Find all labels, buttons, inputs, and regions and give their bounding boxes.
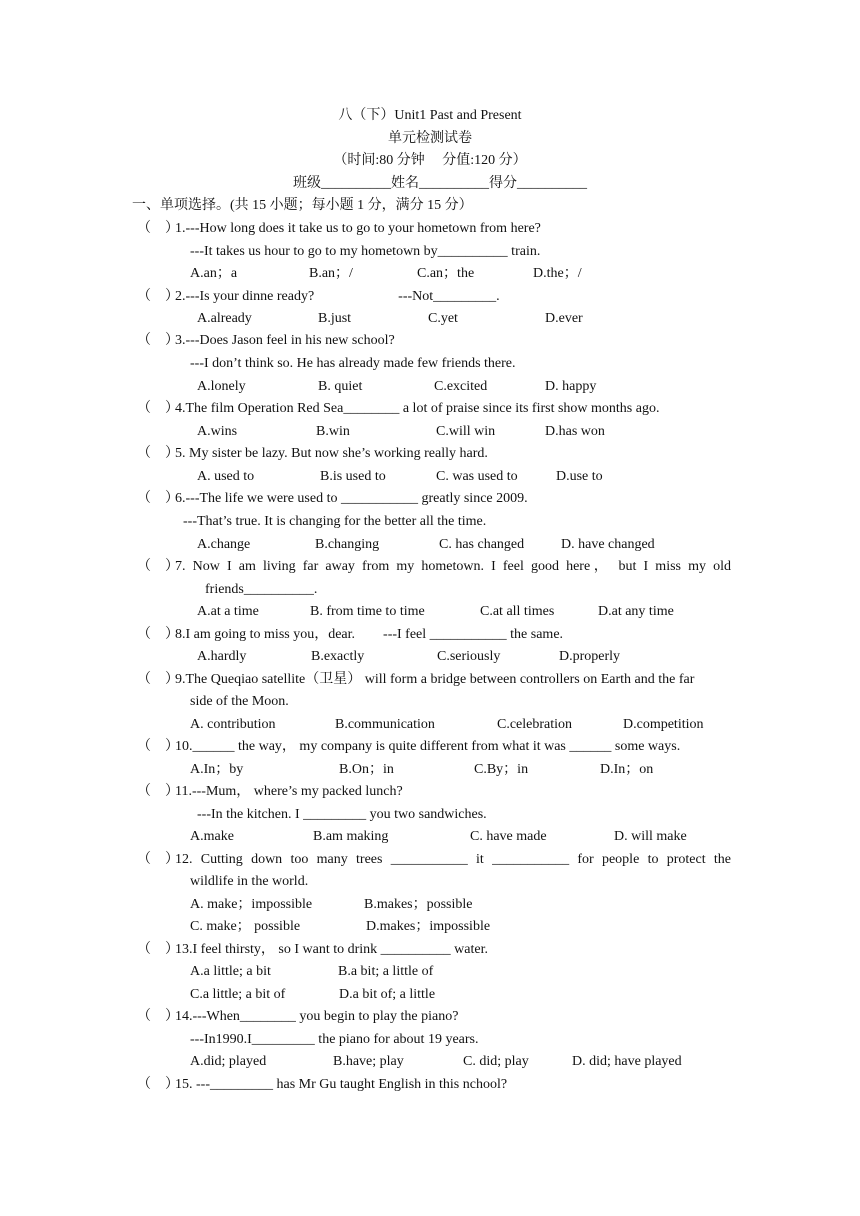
question-12 <box>137 850 731 870</box>
question-1 <box>137 219 541 239</box>
question-stem: 11.---Mum， where’s my packed lunch? <box>175 784 403 799</box>
question-stem: 13.I feel thirsty， so I want to drink __________ water. <box>175 942 489 957</box>
question-line2: ---It takes us hour to go to my hometown by__________ train. <box>190 244 541 259</box>
option-c[interactable]: C.yet <box>428 311 458 326</box>
option-a[interactable]: A. used to <box>197 469 255 484</box>
option-d[interactable]: D.In；on <box>600 762 654 777</box>
option-d[interactable]: D.ever <box>545 311 583 326</box>
option-b[interactable]: B.exactly <box>311 649 365 664</box>
option-c[interactable]: C. was used to <box>436 469 518 484</box>
option-b[interactable]: B.an；/ <box>309 266 353 281</box>
option-d[interactable]: D. will make <box>614 829 687 844</box>
option-b[interactable]: B. quiet <box>318 379 363 394</box>
answer-bracket[interactable]: （ ） <box>137 852 179 867</box>
question-line2: side of the Moon. <box>190 694 289 709</box>
section-heading: 一、单项选择。(共 15 小题；每小题 1 分，满分 15 分） <box>132 198 473 213</box>
student-info-line: 班级__________姓名__________得分__________ <box>293 176 587 191</box>
option-a[interactable]: A. contribution <box>190 717 276 732</box>
question-stem: 8.I am going to miss you，dear. ---I feel ___________ the same. <box>175 627 564 642</box>
option-d[interactable]: D.a bit of; a little <box>339 987 436 1002</box>
option-d[interactable]: D. have changed <box>561 537 655 552</box>
question-line2: ---That’s true. It is changing for the better all the time. <box>183 514 487 529</box>
option-c[interactable]: C.will win <box>436 424 496 439</box>
option-a[interactable]: A.wins <box>197 424 238 439</box>
question-line2: ---In the kitchen. I _________ you two sandwiches. <box>197 807 487 822</box>
option-b[interactable]: B.have; play <box>333 1054 404 1069</box>
option-a[interactable]: A.In；by <box>190 762 244 777</box>
option-b[interactable]: B. from time to time <box>310 604 425 619</box>
answer-bracket[interactable]: （ ） <box>137 491 179 506</box>
answer-bracket[interactable]: （ ） <box>137 1077 179 1092</box>
answer-bracket[interactable]: （ ） <box>137 401 179 416</box>
option-b[interactable]: B.win <box>316 424 350 439</box>
option-b[interactable]: B.am making <box>313 829 389 844</box>
question-13 <box>137 940 488 960</box>
option-d[interactable]: D. happy <box>545 379 597 394</box>
question-stem: 1.---How long does it take us to go to your hometown from here? <box>175 221 541 236</box>
question-5 <box>137 444 488 464</box>
option-d[interactable]: D.competition <box>623 717 704 732</box>
answer-bracket[interactable]: （ ） <box>137 672 179 687</box>
answer-bracket[interactable]: （ ） <box>137 446 179 461</box>
question-9 <box>137 670 694 690</box>
exam-title: 八（下）Unit1 Past and Present <box>338 108 522 123</box>
option-c[interactable]: C.an；the <box>417 266 475 281</box>
option-c[interactable]: C.a little; a bit of <box>190 987 286 1002</box>
option-a[interactable]: A.did; played <box>190 1054 267 1069</box>
option-a[interactable]: A.hardly <box>197 649 247 664</box>
option-a[interactable]: A.already <box>197 311 252 326</box>
option-a[interactable]: A.an；a <box>190 266 238 281</box>
option-d[interactable]: D.makes；impossible <box>366 919 491 934</box>
question-10 <box>137 737 680 757</box>
option-c[interactable]: C.celebration <box>497 717 573 732</box>
answer-bracket[interactable]: （ ） <box>137 559 179 574</box>
exam-subtitle: 单元检测试卷 <box>388 131 472 146</box>
answer-bracket[interactable]: （ ） <box>137 739 179 754</box>
question-stem: 15. ---_________ has Mr Gu taught English in this nchool? <box>175 1077 508 1092</box>
question-stem: 5. My sister be lazy. But now she’s working really hard. <box>175 446 488 461</box>
option-b[interactable]: B.just <box>318 311 352 326</box>
option-c[interactable]: C. make； possible <box>190 919 301 934</box>
answer-bracket[interactable]: （ ） <box>137 333 179 348</box>
answer-bracket[interactable]: （ ） <box>137 221 179 236</box>
option-c[interactable]: C.seriously <box>437 649 501 664</box>
question-line2: ---I don’t think so. He has already made few friends there. <box>190 356 516 371</box>
question-stem: 7. Now I am living far away from my hometown. I feel good here， but I miss my old <box>175 559 731 574</box>
question-8 <box>137 625 563 645</box>
time-score-line: （时间:80 分钟 分值:120 分） <box>333 153 527 168</box>
option-b[interactable]: B.makes；possible <box>364 897 473 912</box>
option-c[interactable]: C. has changed <box>439 537 525 552</box>
question-stem: 2.---Is your dinne ready? ---Not_________. <box>175 289 500 304</box>
option-d[interactable]: D.at any time <box>598 604 674 619</box>
question-6 <box>137 489 528 509</box>
option-c[interactable]: C. have made <box>470 829 547 844</box>
option-c[interactable]: C.excited <box>434 379 488 394</box>
option-d[interactable]: D.has won <box>545 424 605 439</box>
option-b[interactable]: B.a bit; a little of <box>338 964 434 979</box>
question-stem: 3.---Does Jason feel in his new school? <box>175 333 395 348</box>
question-3 <box>137 331 395 351</box>
answer-bracket[interactable]: （ ） <box>137 784 179 799</box>
question-stem: 4.The film Operation Red Sea________ a lot of praise since its first show months ago. <box>175 401 660 416</box>
option-a[interactable]: A.a little; a bit <box>190 964 271 979</box>
question-15 <box>137 1075 507 1095</box>
answer-bracket[interactable]: （ ） <box>137 1009 179 1024</box>
question-stem: 14.---When________ you begin to play the piano? <box>175 1009 459 1024</box>
answer-bracket[interactable]: （ ） <box>137 627 179 642</box>
question-stem: 6.---The life we were used to ___________ greatly since 2009. <box>175 491 528 506</box>
question-2 <box>137 287 500 307</box>
question-stem: 12. Cutting down too many trees ___________ it ___________ for people to protect the <box>175 852 731 867</box>
option-b[interactable]: B.is used to <box>320 469 386 484</box>
question-stem: 10.______ the way， my company is quite different from what it was ______ some ways. <box>175 739 681 754</box>
question-line2: friends__________. <box>205 582 318 597</box>
question-11 <box>137 782 403 802</box>
question-line2: ---In1990.I_________ the piano for about 19 years. <box>190 1032 479 1047</box>
option-c[interactable]: C.By；in <box>474 762 529 777</box>
option-b[interactable]: B.On；in <box>339 762 394 777</box>
option-d[interactable]: D.properly <box>559 649 621 664</box>
answer-bracket[interactable]: （ ） <box>137 942 179 957</box>
question-7 <box>137 557 731 577</box>
option-a[interactable]: A.lonely <box>197 379 246 394</box>
option-c[interactable]: C. did; play <box>463 1054 529 1069</box>
option-d[interactable]: D.use to <box>556 469 603 484</box>
answer-bracket[interactable]: （ ） <box>137 289 179 304</box>
question-4 <box>137 399 659 419</box>
option-c[interactable]: C.at all times <box>480 604 555 619</box>
option-d[interactable]: D. did; have played <box>572 1054 682 1069</box>
option-a[interactable]: A. make；impossible <box>190 897 313 912</box>
question-line2: wildlife in the world. <box>190 874 309 889</box>
question-14 <box>137 1007 458 1027</box>
option-b[interactable]: B.changing <box>315 537 380 552</box>
option-a[interactable]: A.at a time <box>197 604 259 619</box>
option-b[interactable]: B.communication <box>335 717 435 732</box>
option-d[interactable]: D.the；/ <box>533 266 582 281</box>
option-a[interactable]: A.make <box>190 829 234 844</box>
question-stem: 9.The Queqiao satellite（卫星） will form a bridge between controllers on Earth and the far <box>175 672 695 687</box>
option-a[interactable]: A.change <box>197 537 251 552</box>
